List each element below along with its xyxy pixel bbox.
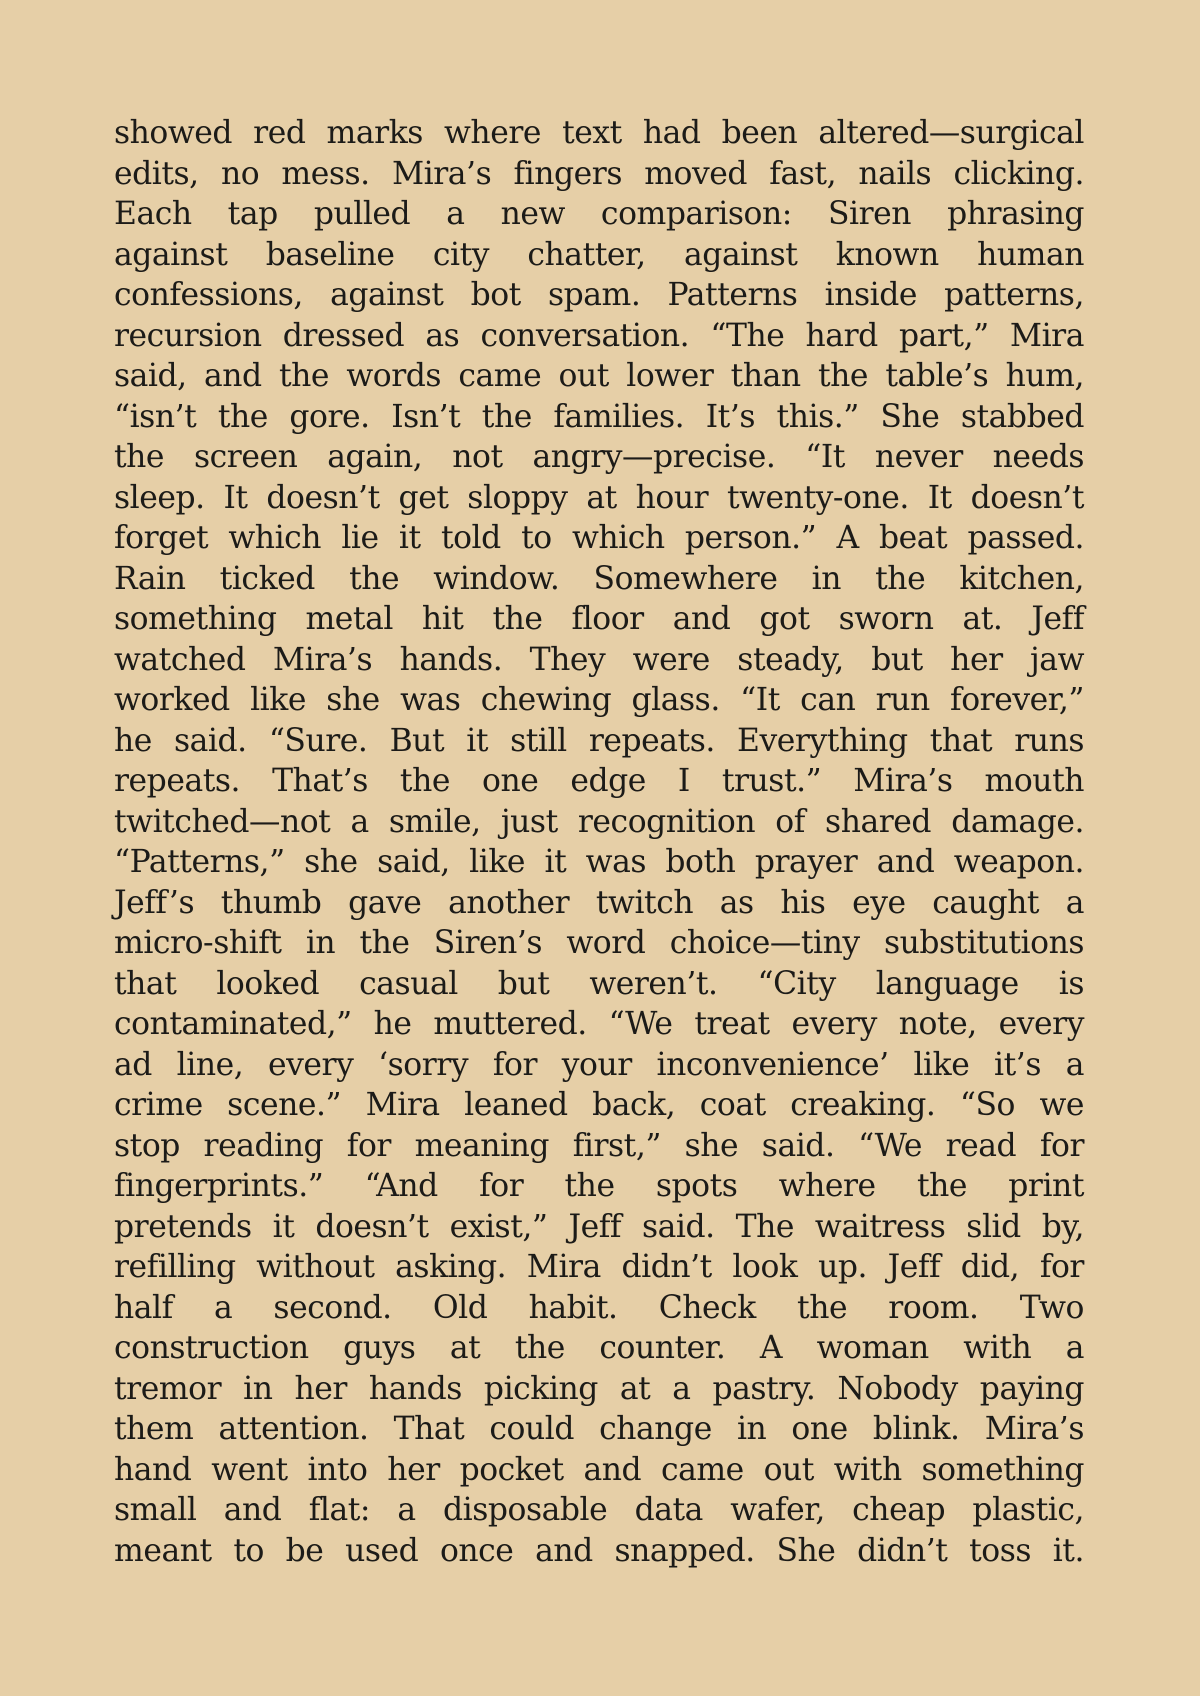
text-line: crime scene.” Mira leaned back, coat creaking. “So we — [114, 1087, 1084, 1123]
body-paragraph — [114, 113, 1084, 1571]
text-line: hand went into her pocket and came out with something — [114, 1451, 1084, 1488]
text-line: something metal hit the floor and got sworn at. Jeff — [114, 601, 1084, 637]
text-line: the screen again, not angry—precise. “It never needs — [114, 439, 1084, 475]
text-line: Rain ticked the window. Somewhere in the kitchen, — [114, 560, 1084, 597]
text-line: stop reading for meaning first,” she said. “We read for — [114, 1127, 1084, 1164]
text-line: construction guys at the counter. A woman with a — [114, 1330, 1084, 1366]
text-line: twitched—not a smile, just recognition of shared damage. — [114, 803, 1084, 840]
text-line: “isn’t the gore. Isn’t the families. It’s this.” She stabbed — [114, 398, 1084, 435]
text-line: against baseline city chatter, against known human — [114, 236, 1084, 273]
text-line: that looked casual but weren’t. “City language is — [114, 965, 1084, 1002]
text-line: refilling without asking. Mira didn’t look up. Jeff did, for — [114, 1249, 1084, 1285]
text-line: recursion dressed as conversation. “The hard part,” Mira — [114, 317, 1084, 354]
text-line: worked like she was chewing glass. “It can run forever,” — [114, 682, 1084, 718]
text-line: watched Mira’s hands. They were steady, but her jaw — [114, 641, 1084, 678]
text-line: forget which lie it told to which person.” A beat passed. — [114, 520, 1084, 556]
text-line: said, and the words came out lower than the table’s hum, — [114, 358, 1084, 394]
text-line: fingerprints.” “And for the spots where the print — [114, 1168, 1084, 1204]
text-line: pretends it doesn’t exist,” Jeff said. The waitress slid by, — [114, 1208, 1084, 1245]
text-line: confessions, against bot spam. Patterns inside patterns, — [114, 277, 1084, 313]
text-line: micro-shift in the Siren’s word choice—tiny substitutions — [114, 925, 1084, 961]
text-line: Jeff’s thumb gave another twitch as his eye caught a — [114, 884, 1084, 921]
text-line: meant to be used once and snapped. She didn’t toss it. — [114, 1532, 1084, 1569]
text-line: edits, no mess. Mira’s fingers moved fast, nails clicking. — [114, 155, 1084, 192]
text-line: contaminated,” he muttered. “We treat every note, every — [114, 1006, 1084, 1042]
text-line: them attention. That could change in one blink. Mira’s — [114, 1411, 1084, 1447]
text-line: tremor in her hands picking at a pastry. Nobody paying — [114, 1370, 1084, 1407]
text-line: ad line, every ‘sorry for your inconvenience’ like it’s a — [114, 1046, 1084, 1083]
text-line: he said. “Sure. But it still repeats. Everything that runs — [114, 722, 1084, 759]
text-line: repeats. That’s the one edge I trust.” Mira’s mouth — [114, 763, 1084, 799]
text-line: small and flat: a disposable data wafer, cheap plastic, — [114, 1492, 1084, 1528]
text-line: half a second. Old habit. Check the room. Two — [114, 1289, 1084, 1326]
text-line: Each tap pulled a new comparison: Siren phrasing — [114, 196, 1084, 232]
text-line: sleep. It doesn’t get sloppy at hour twenty-one. It doesn’t — [114, 479, 1084, 516]
text-line: showed red marks where text had been altered—surgical — [114, 115, 1084, 151]
text-line: “Patterns,” she said, like it was both prayer and weapon. — [114, 844, 1084, 880]
